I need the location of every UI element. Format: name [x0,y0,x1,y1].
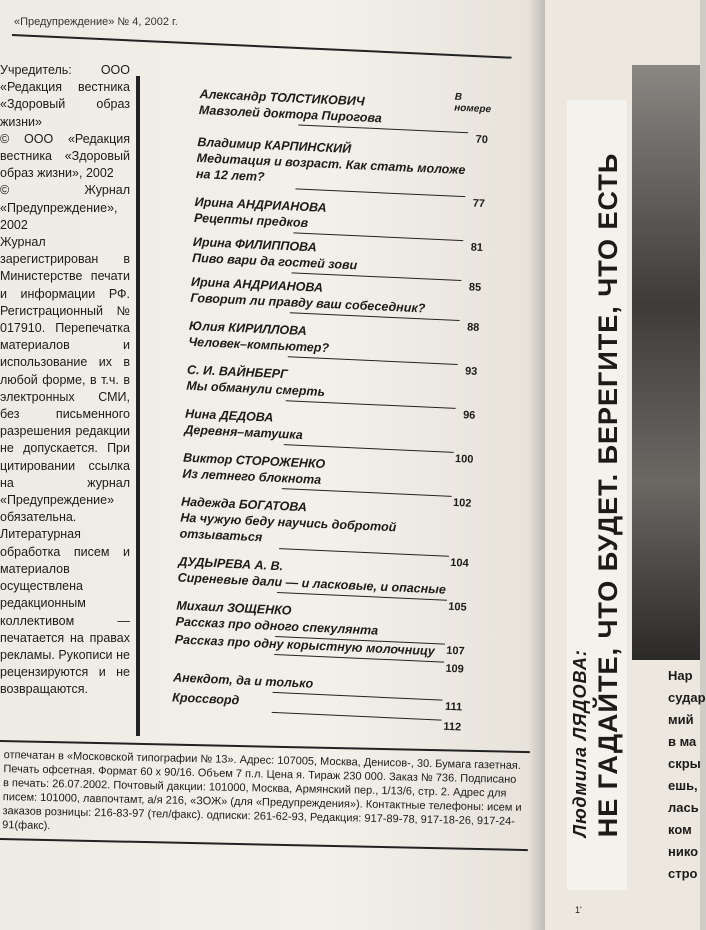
imprint-box: отпечатан в «Московской типографии № 13». Адрес: 107005, Москва, Денисов-, 30. Бумага газетная. Печать офсетная. Формат 60 х 90/16. Объем 7 п.л. Цена я. Тираж 230 000. Заказ № 736. Подписано в печать: 26.07.2002. Почтовый дакции: 101000, Москва, Армянский пер., 1/13/6, стр. 2. Адрес для писем: 101000, лавпочтамт, а/я 216, «ЗОЖ» (для «Предупреждения»). Контактные телефоны: исем и заказов розницы: 216-83-97 (тел/факс). одписки: 261-62-93, Редакция: 917-89-78, 917-18-26, 917-24-91(факс). [0,740,530,851]
toc-title: Кроссворд [171,690,240,708]
toc-author: Виктор СТОРОЖЕНКО [182,450,326,472]
credits-copyright-1: © ООО «Редакция вестника «Здоровый образ жизни», 2002 [0,131,130,181]
toc-author: Михаил ЗОЩЕНКО [176,598,292,618]
text-fragment: в ма [668,734,697,749]
toc-author: Нина ДЕДОВА [184,406,274,425]
toc-title: Пиво вари да гостей зови [191,250,358,273]
toc-page: 77 [472,197,486,211]
toc-title: Деревня–матушка [184,422,304,443]
running-header: «Предупреждение» № 4, 2002 г. [14,16,178,28]
credits-column [0,62,130,699]
toc-title: Анекдот, да и только [172,670,314,691]
toc-page: 105 [447,600,467,614]
toc-page: 112 [443,720,462,734]
column-rule [136,76,140,736]
text-fragment: ком [668,822,692,837]
toc-page: 104 [449,556,469,570]
toc-title: Сиреневые дали — и ласковые, и опасные [177,570,447,597]
text-fragment: Нар [668,668,693,683]
toc-title: Рассказ про одного спекулянта [175,614,379,638]
toc-author: Ирина АНДРИАНОВА [194,194,327,215]
toc-page: 85 [468,281,482,294]
toc-author: Владимир КАРПИНСКИЙ [197,134,352,156]
toc-author: Юлия КИРИЛЛОВА [188,318,308,339]
toc-title: Из летнего блокнота [182,466,322,487]
toc-page: 111 [444,700,463,714]
toc-page: 81 [470,241,484,254]
toc-page: 70 [475,133,489,147]
toc-author: Надежда БОГАТОВА [180,494,308,515]
toc-title: Медитация и возраст. Как стать моложе на 12 лет? [195,150,466,185]
toc-page: 109 [445,662,465,676]
toc-title: Мы обманули смерть [186,378,326,399]
article-headline [570,153,624,838]
headline-author: Людмила ЛЯДОВА: [570,649,590,838]
text-fragment: мий [668,712,694,727]
toc-page: 88 [466,321,480,334]
toc-page: 107 [446,644,465,658]
toc-title: Человек–компьютер? [188,334,330,356]
article-photo [632,65,700,660]
toc-author: С. И. ВАЙНБЕРГ [186,362,289,382]
toc-title: Говорит ли правду ваш собеседник? [190,290,426,316]
text-fragment: стро [668,866,698,881]
page-mark: 1' [575,905,582,915]
toc-tag: В номере [454,91,492,116]
toc-page: 93 [464,365,478,378]
toc-title: Рецепты предков [193,210,309,231]
toc-author: Александр ТОЛСТИКОВИЧ [199,86,365,109]
article-text-fragments [668,665,706,885]
toc-author: ДУДЫРЕВА А. В. [178,554,284,574]
credits-registration: Журнал зарегистрирован в Министерстве печати и информации РФ. Регистрационный № 017910. Перепечатка материалов и использование их в любой форме, в т.ч. в электронных СМИ, без письменного разрешения редакции не допускается. При цитировании ссылка на журнал «Предупреждение» обязательна. Литературная обработка писем и материалов осуществлена редакционным коллективом — печатается на правах рекламы. Рукописи не рецензируются и не возвращаются. [0,235,130,697]
toc-page: 102 [452,496,472,510]
credits-copyright-2: © Журнал «Предупреждение», 2002 [0,183,130,232]
text-fragment: скры [668,756,701,771]
toc-title: На чужую беду научись добротой отзываться [179,510,397,545]
toc-page: 100 [454,452,474,466]
credits-founder: Учредитель: ООО «Редакция вестника «Здоровый образ жизни» [0,63,130,129]
text-fragment: нико [668,844,699,859]
toc-title: Мавзолей доктора Пирогова [198,102,383,126]
toc-title: Рассказ про одну корыстную молочницу [174,632,436,659]
headline-slogan: НЕ ГАДАЙТЕ, ЧТО БУДЕТ. БЕРЕГИТЕ, ЧТО ЕСТЬ [593,152,623,838]
text-fragment: ешь, [668,778,698,793]
toc-author: Ирина ФИЛИППОВА [192,234,317,255]
text-fragment: лась [668,800,699,815]
toc-author: Ирина АНДРИАНОВА [190,274,324,295]
text-fragment: судар [668,690,706,705]
toc-page: 96 [462,409,476,422]
